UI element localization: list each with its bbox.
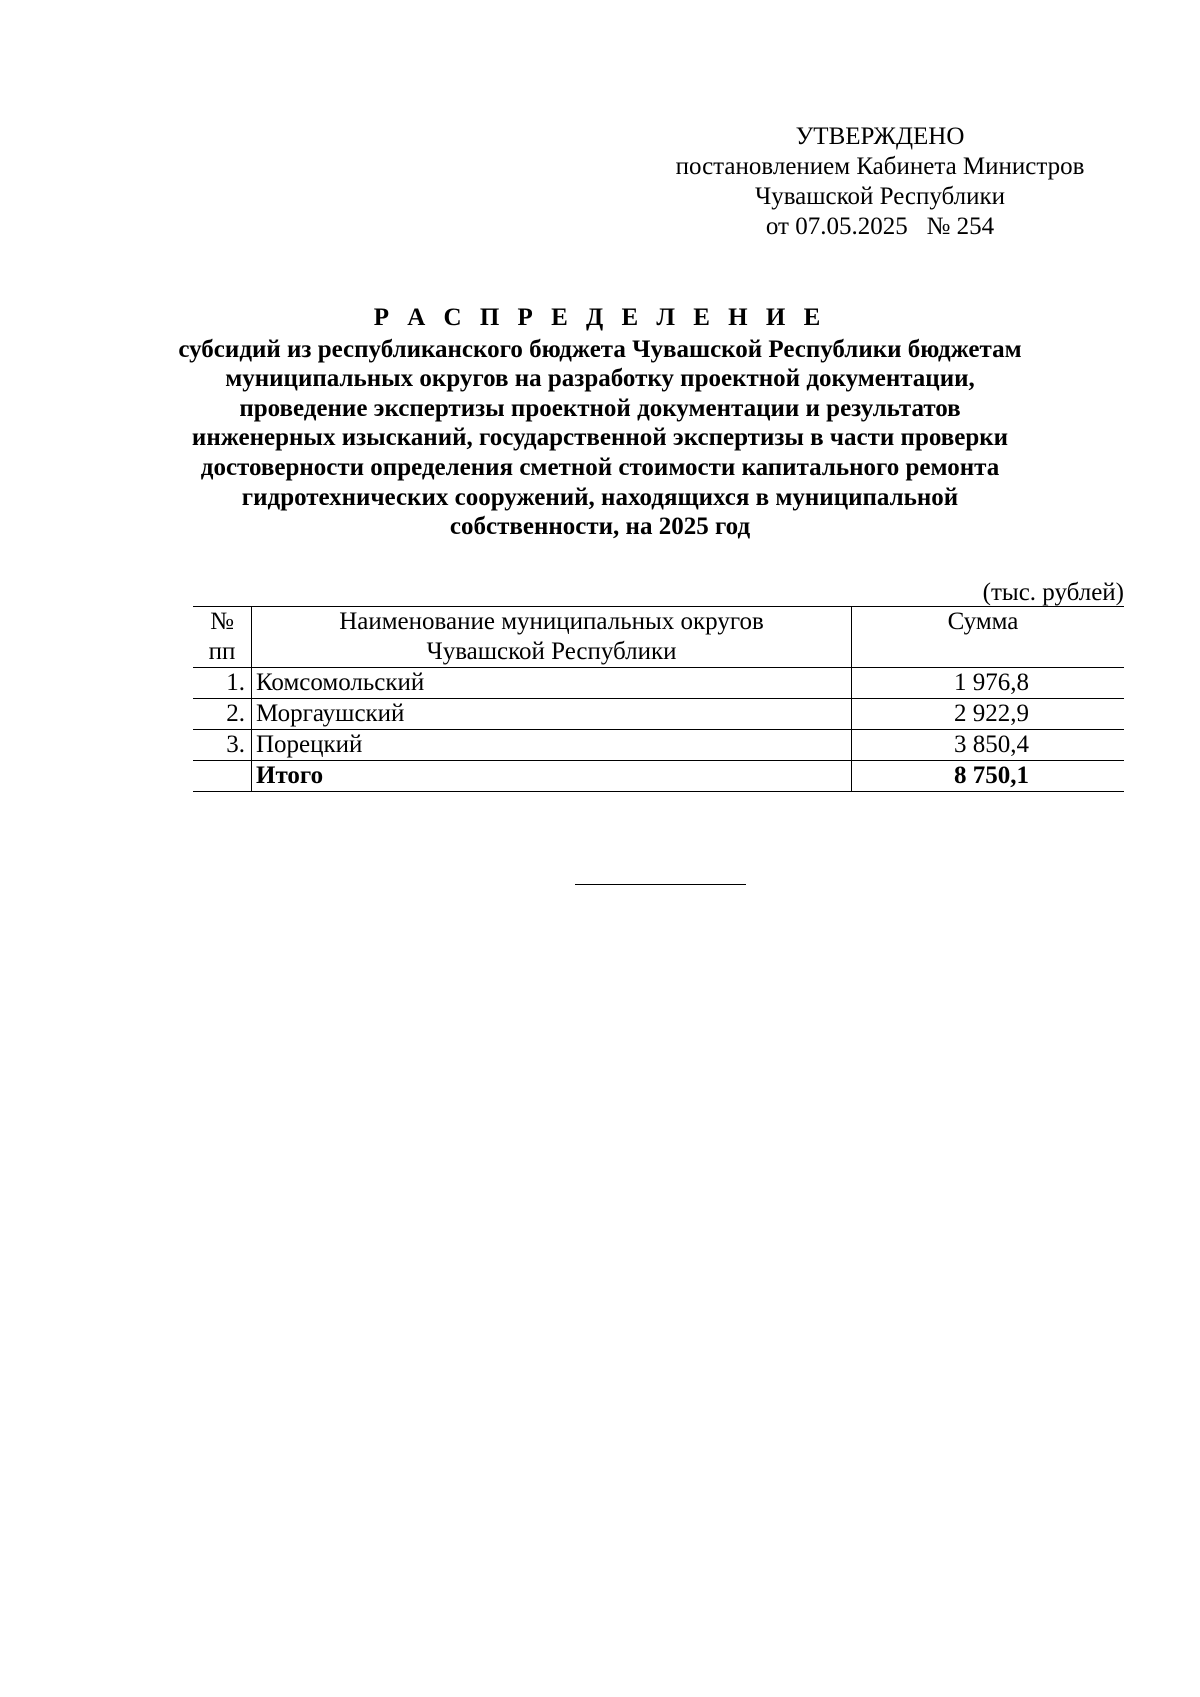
table-header-row	[193, 607, 1124, 668]
total-sum: 8 750,1	[852, 761, 1125, 792]
table-total-row	[193, 761, 1124, 792]
table-row	[193, 699, 1124, 730]
approval-authority: постановлением Кабинета Министров	[675, 153, 1085, 180]
table-row	[193, 730, 1124, 761]
header-number	[193, 607, 252, 668]
row-sum: 3 850,4	[852, 730, 1125, 761]
end-divider	[575, 884, 746, 885]
approval-date-number: от 07.05.2025 № 254	[765, 213, 995, 240]
row-district-name: Моргаушский	[252, 699, 852, 730]
document-subtitle-line: муниципальных округов на разработку проектной документации,	[225, 365, 975, 393]
header-number-line2: пп	[208, 638, 236, 665]
distribution-table	[193, 606, 1124, 792]
approval-title: УТВЕРЖДЕНО	[795, 123, 965, 150]
header-sum: Сумма	[852, 607, 1125, 668]
document-subtitle-line: гидротехнических сооружений, находящихся в муниципальной	[241, 483, 959, 511]
row-number: 1.	[193, 668, 252, 699]
document-heading	[150, 303, 1050, 542]
header-name-line1: Наименование муниципальных округов	[339, 608, 764, 635]
document-title: Р А С П Р Е Д Е Л Е Н И Е	[373, 304, 827, 331]
header-number-line1: №	[210, 608, 234, 635]
row-sum: 1 976,8	[852, 668, 1125, 699]
total-number	[193, 761, 252, 792]
table-row	[193, 668, 1124, 699]
document-subtitle-line: инженерных изысканий, государственной экспертизы в части проверки	[191, 424, 1009, 452]
approval-block	[640, 122, 1120, 242]
row-district-name: Комсомольский	[252, 668, 852, 699]
units-label: (тыс. рублей)	[982, 579, 1124, 606]
header-district-name	[252, 607, 852, 668]
row-number: 2.	[193, 699, 252, 730]
header-name-line2: Чувашской Республики	[426, 638, 677, 665]
total-label: Итого	[252, 761, 852, 792]
row-district-name: Порецкий	[252, 730, 852, 761]
row-sum: 2 922,9	[852, 699, 1125, 730]
document-subtitle-line: субсидий из республиканского бюджета Чувашской Республики бюджетам	[178, 335, 1022, 363]
approval-republic: Чувашской Республики	[754, 183, 1006, 210]
row-number: 3.	[193, 730, 252, 761]
document-subtitle-line: проведение экспертизы проектной документации и результатов	[239, 394, 961, 422]
document-subtitle-line: достоверности определения сметной стоимости капитального ремонта	[200, 453, 1000, 481]
document-subtitle-line: собственности, на 2025 год	[449, 513, 751, 541]
